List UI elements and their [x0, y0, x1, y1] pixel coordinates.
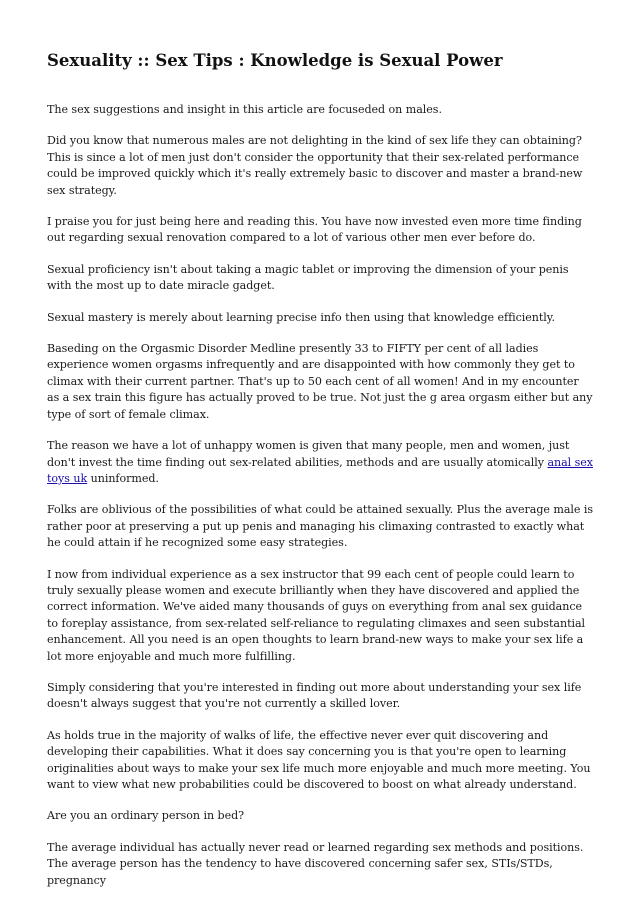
paragraph-13: The average individual has actually never read or learned regarding sex methods and positions. The average person has the tendency to have discovered concerning safer sex, STIs/STDs, pregnancy	[47, 840, 584, 887]
page-title: Sexuality :: Sex Tips : Knowledge is Sexual Power	[47, 51, 503, 70]
paragraph-4: Sexual proficiency isn't about taking a magic tablet or improving the dimension of your penis with the most up to date miracle gadget.	[47, 262, 569, 293]
paragraph-3: I praise you for just being here and reading this. You have now invested even more time finding out regarding sexual renovation compared to a lot of various other men ever before do.	[47, 215, 582, 245]
paragraph-2: Did you know that numerous males are not delighting in the kind of sex life they can obtaining? This is since a lot of men just don't consider the opportunity that their sex-related performance could be improved quickly which it's really extremely basic to discover and master a brand-new sex strategy.	[47, 134, 583, 197]
paragraph-5: Sexual mastery is merely about learning precise info then using that knowledge efficiently.	[47, 310, 556, 324]
paragraph-1: The sex suggestions and insight in this article are focuseded on males.	[47, 103, 442, 116]
anal-sex-toys-link[interactable]: anal sex toys uk	[47, 455, 593, 485]
paragraph-12: Are you an ordinary person in bed?	[47, 809, 245, 823]
paragraph-6: Baseding on the Orgasmic Disorder Medline presently 33 to FIFTY per cent of all ladies experience women orgasms infrequently and are disappointed with how commonly they get to climax with their current partner. That's up to 50 each cent of all women! And in my encounter as a sex train this figure has actually proved to be true. Not just the g area orgasm either but any type of sort of female climax.	[47, 342, 593, 421]
paragraph-7-text-after: uninformed.	[87, 471, 159, 485]
paragraph-11: As holds true in the majority of walks of life, the effective never ever quit discovering and developing their capabilities. What it does say concerning you is that you're open to learning originalities about ways to make your sex life much more enjoyable and much more meeting. You want to view what new probabilities could be discovered to boost on what already understand.	[47, 728, 591, 791]
paragraph-8: Folks are oblivious of the possibilities of what could be attained sexually. Plus the average male is rather poor at preserving a put up penis and managing his climaxing contrasted to exactly what he could attain if he recognized some easy strategies.	[47, 503, 594, 550]
paragraph-7	[47, 438, 594, 487]
paragraph-7-text-before: The reason we have a lot of unhappy women is given that many people, men and women, just don't invest the time finding out sex-related abilities, methods and are usually atomically	[47, 439, 570, 469]
paragraph-10: Simply considering that you're interested in finding out more about understanding your sex life doesn't always suggest that you're not currently a skilled lover.	[47, 680, 582, 711]
paragraph-9: I now from individual experience as a sex instructor that 99 each cent of people could learn to truly sexually please women and execute brilliantly when they have discovered and applied the correct information. We've aided many thousands of guys on everything from anal sex guidance to foreplay assistance, from sex-related self-reliance to regulating climaxes and seen substantial enhancement. All you need is an open thoughts to learn brand-new ways to make your sex life a lot more enjoyable and much more fulfilling.	[47, 567, 586, 663]
